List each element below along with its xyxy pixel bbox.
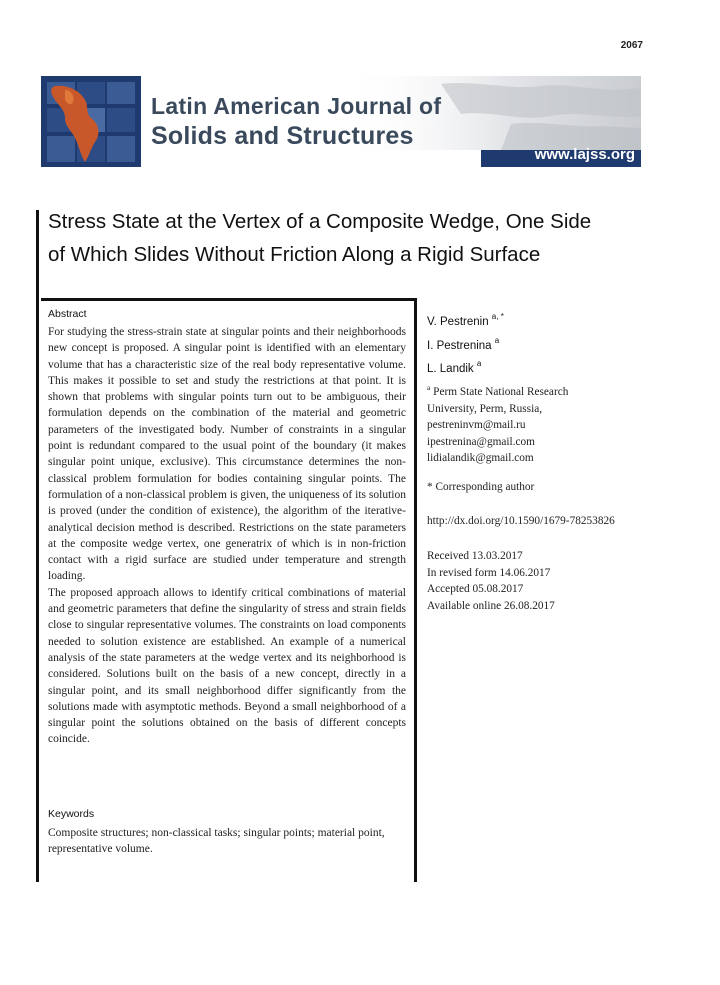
keywords-text: Composite structures; non-classical tasks; singular points; material point, representative volume. [48,827,385,856]
globe-map-icon [47,82,135,162]
journal-title-line2: Solids and Structures [151,122,414,150]
abstract-paragraph: The proposed approach allows to identify critical combinations of material and geometric parameters that define the singularity of stress and strain fields close to singular representative volumes. The constraints on load components needed to solution existence are established. An example of a numerical analysis of the state parameters at the wedge vertex and its neighborhood is considered. Solutions built on the basis of a new concept, directly in a singular point, and its small neighborhood differ significantly from the solutions made with asymptotic methods. Beyond a small neighborhood of a singular point the solutions obtained on the basis of different concepts coincide. [48,586,406,746]
author-sup: a [476,359,482,368]
journal-website[interactable]: www.lajss.org [534,146,635,163]
author-list [427,308,504,379]
email[interactable]: lidialandik@gmail.com [427,452,534,464]
corresponding-author-note: * Corresponding author [427,481,535,493]
article-dates [427,548,555,614]
abstract-top-rule [41,298,417,301]
page-number: 2067 [620,40,643,51]
title-line: of Which Slides Without Friction Along a Rigid Surface [48,243,541,266]
author [427,308,504,332]
affiliation [427,380,657,467]
date-line: Received 13.03.2017 [427,550,523,562]
article-title [48,205,668,271]
author-sup: a [494,335,500,345]
author-sup: a, * [491,312,504,321]
date-line: Available online 26.08.2017 [427,599,555,612]
title-line: Stress State at the Vertex of a Composite Wedge, One Side [48,210,592,233]
affiliation-line: $^a$ Perm State National Research [427,383,569,398]
affiliation-sup: a [427,383,431,392]
author [427,355,504,379]
author-name: I. Pestrenina [427,339,492,352]
abstract-paragraph: For studying the stress-strain state at singular points and their neighborhoods new concept is proposed. A singular point is identified with an elementary volume that has a characteristic size of the real body representative volume. This makes it possible to set and study the restrictions at that point. It is shown that problems with singular points turn out to be ambiguous, their formulation depends on the combination of the material and geometric parameters of the investigated body. Number of constraints in a singular point is redundant compared to the usual point of the boundary (it makes singular point unique, exclusive). This circumstance determines the non-classical problem formulation for bodies containing singular points. The formulation of a non-classical problem is given, the uniqueness of its solution is proved (under the condition of existence), the algorithm of the iterative-analytical decision method is described. Restrictions on the state parameters at the composite wedge vertex, one generatrix of which is in non-friction contact with a rigid surface are studied under temperature and strength loading. [48,326,406,583]
email[interactable]: ipestrenina@gmail.com [427,435,535,448]
affiliation-line: University, Perm, Russia, [427,402,543,415]
author-name: L. Landik [427,363,474,375]
email[interactable]: pestreninvm@mail.ru [427,419,526,431]
column-divider [414,298,417,882]
author-name: V. Pestrenin [427,316,489,328]
doi-link[interactable]: http://dx.doi.org/10.1590/1679-78253826 [427,515,615,527]
keywords-heading: Keywords [48,808,95,820]
abstract-heading: Abstract [48,308,87,320]
journal-title-line1: Latin American Journal of [151,93,442,119]
abstract-body [48,324,406,748]
left-rule [36,210,39,882]
date-line: In revised form 14.06.2017 [427,566,551,579]
journal-banner [41,76,641,167]
author [427,332,504,356]
date-line: Accepted 05.08.2017 [427,583,524,595]
